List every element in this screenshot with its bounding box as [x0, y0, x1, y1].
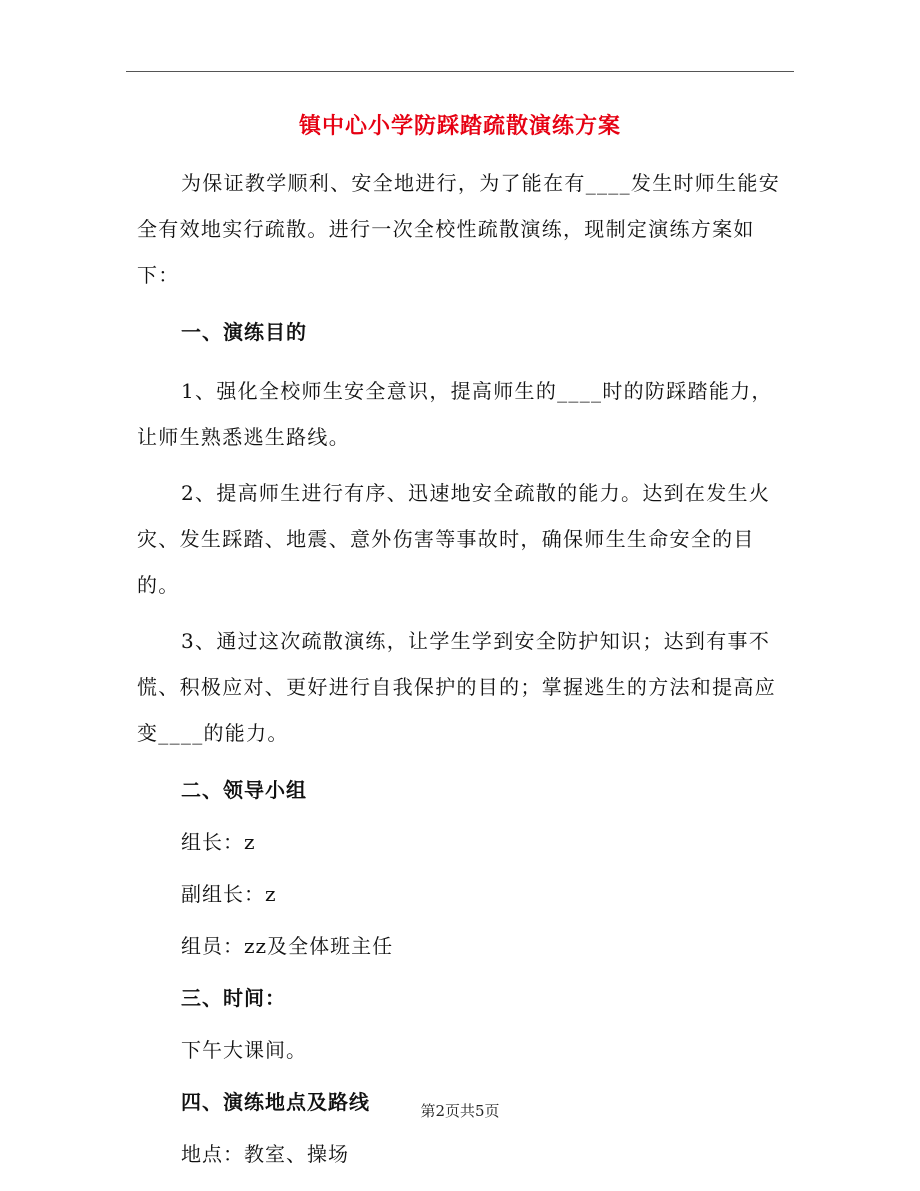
- members-line: 组员：zz及全体班主任: [181, 934, 394, 958]
- document-body: [137, 160, 787, 1180]
- document-title: 镇中心小学防踩踏疏散演练方案: [298, 113, 621, 139]
- leader-line: 组长：z: [181, 830, 256, 854]
- time-value: 下午大课间。: [181, 1038, 307, 1062]
- deputy-leader-line: 副组长：z: [181, 882, 277, 906]
- purpose-item-1: 1、强化全校师生安全意识，提高师生的____时的防踩踏能力，让师生熟悉逃生路线。: [137, 379, 773, 449]
- section-heading-purpose: 一、演练目的: [181, 320, 307, 344]
- purpose-item-2: 2、提高师生进行有序、迅速地安全疏散的能力。达到在发生火灾、发生踩踏、地震、意外伤害等事故时，确保师生生命安全的目的。: [137, 481, 771, 597]
- section-heading-leadership: 二、领导小组: [181, 778, 307, 802]
- intro-paragraph: 为保证教学顺利、安全地进行，为了能在有____发生时师生能安全有效地实行疏散。进行一次全校性疏散演练，现制定演练方案如下：: [137, 171, 780, 287]
- section-heading-location: 四、演练地点及路线: [181, 1090, 370, 1114]
- header-rule: [126, 71, 794, 72]
- page-number: 第2页共5页: [420, 1102, 500, 1120]
- location-value: 地点：教室、操场: [181, 1142, 349, 1166]
- purpose-item-3: 3、通过这次疏散演练，让学生学到安全防护知识；达到有事不慌、积极应对、更好进行自我保护的目的；掌握逃生的方法和提高应变____的能力。: [137, 629, 776, 745]
- section-heading-time: 三、时间：: [181, 986, 286, 1010]
